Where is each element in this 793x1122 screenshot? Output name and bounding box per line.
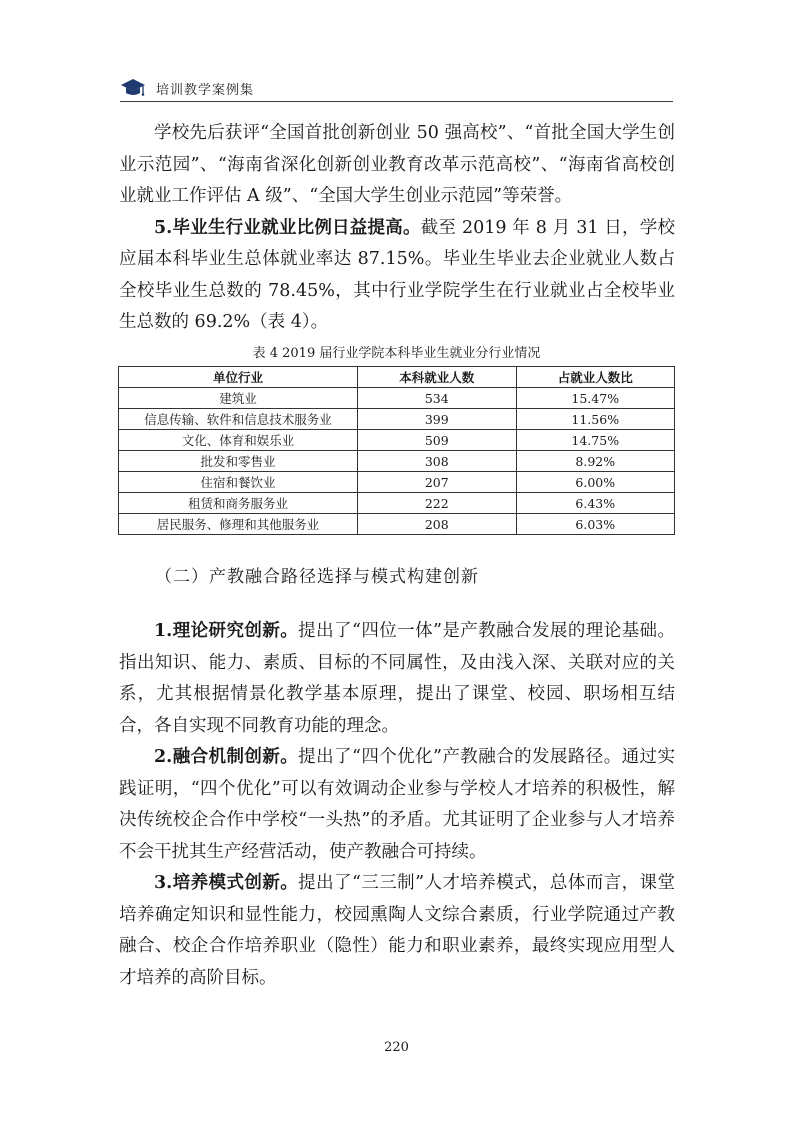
industry-cell: 信息传输、软件和信息技术服务业 [119,409,358,430]
table-row [119,430,675,451]
point-5-heading: 5.毕业生行业就业比例日益提高。 [154,217,421,238]
intro-text [119,118,675,339]
graduation-cap-icon [120,77,146,99]
innovation-body: 提出了“四个优化”产教融合的发展路径。通过实践证明，“四个优化”可以有效调动企业参与学校人才培养的积极性，解决传统校企合作中学校“一头热”的矛盾。尤其证明了企业参与人才培养不会干扰其生产经营活动，使产教融合可持续。 [119,747,675,862]
innovation-heading: 2.融合机制创新。 [154,747,299,767]
industry-cell: 建筑业 [119,388,358,409]
innovation-paragraph [119,616,675,742]
innovation-heading: 3.培养模式创新。 [154,873,299,893]
table-row [119,493,675,514]
innovation-heading: 1.理论研究创新。 [154,621,299,641]
innovation-body: 提出了“四位一体”是产教融合发展的理论基础。指出知识、能力、素质、目标的不同属性，及由浅入深、关联对应的关系，尤其根据情景化教学基本原理，提出了课堂、校园、职场相互结合，各自实现不同教育功能的理念。 [119,621,675,736]
column-header: 占就业人数比 [516,367,675,388]
ratio-cell: 14.75% [516,430,675,451]
section-title: （二）产教融合路径选择与模式构建创新 [155,567,479,587]
point-5-body: 截至 2019 年 8 月 31 日，学校应届本科毕业生总体就业率达 87.15%。毕业生毕业去企业就业人数占全校毕业生总数的 78.45%，其中行业学院学生在行业就业占全校毕业生总数的 69.2%（表 4）。 [119,217,675,332]
book-title: 培训教学案例集 [156,82,255,98]
industry-cell: 文化、体育和娱乐业 [119,430,358,451]
innovation-paragraph [119,742,675,868]
table-row [119,514,675,535]
table-row [119,451,675,472]
count-cell: 308 [358,451,517,472]
table-row [119,409,675,430]
count-cell: 208 [358,514,517,535]
innovation-paragraph [119,868,675,994]
ratio-cell: 6.00% [516,472,675,493]
count-cell: 207 [358,472,517,493]
running-header [120,74,254,102]
ratio-cell: 6.43% [516,493,675,514]
table-row [119,388,675,409]
innovation-body: 提出了“三三制”人才培养模式，总体而言，课堂培养确定知识和显性能力，校园熏陶人文综合素质，行业学院通过产教融合、校企合作培养职业（隐性）能力和职业素养，最终实现应用型人才培养的高阶目标。 [119,873,675,988]
header-divider [120,101,673,102]
intro-paragraph: 学校先后获评“全国首批创新创业 50 强高校”、“首批全国大学生创业示范园”、“海南省深化创新创业教育改革示范高校”、“海南省高校创业就业工作评估 A 级”、“全国大学生创业示范园”等荣誉。 [119,123,675,206]
ratio-cell: 8.92% [516,451,675,472]
page-number: 220 [384,1040,409,1055]
column-header: 本科就业人数 [358,367,517,388]
count-cell: 509 [358,430,517,451]
industry-cell: 批发和零售业 [119,451,358,472]
count-cell: 222 [358,493,517,514]
table-header-row [119,367,675,388]
count-cell: 399 [358,409,517,430]
innovations-text [119,616,675,994]
point-5-paragraph [119,213,675,339]
ratio-cell: 15.47% [516,388,675,409]
table-caption: 表 4 2019 届行业学院本科毕业生就业分行业情况 [252,346,541,361]
column-header: 单位行业 [119,367,358,388]
industry-cell: 住宿和餐饮业 [119,472,358,493]
industry-cell: 租赁和商务服务业 [119,493,358,514]
employment-table [118,366,675,535]
ratio-cell: 6.03% [516,514,675,535]
table-row [119,472,675,493]
count-cell: 534 [358,388,517,409]
ratio-cell: 11.56% [516,409,675,430]
industry-cell: 居民服务、修理和其他服务业 [119,514,358,535]
